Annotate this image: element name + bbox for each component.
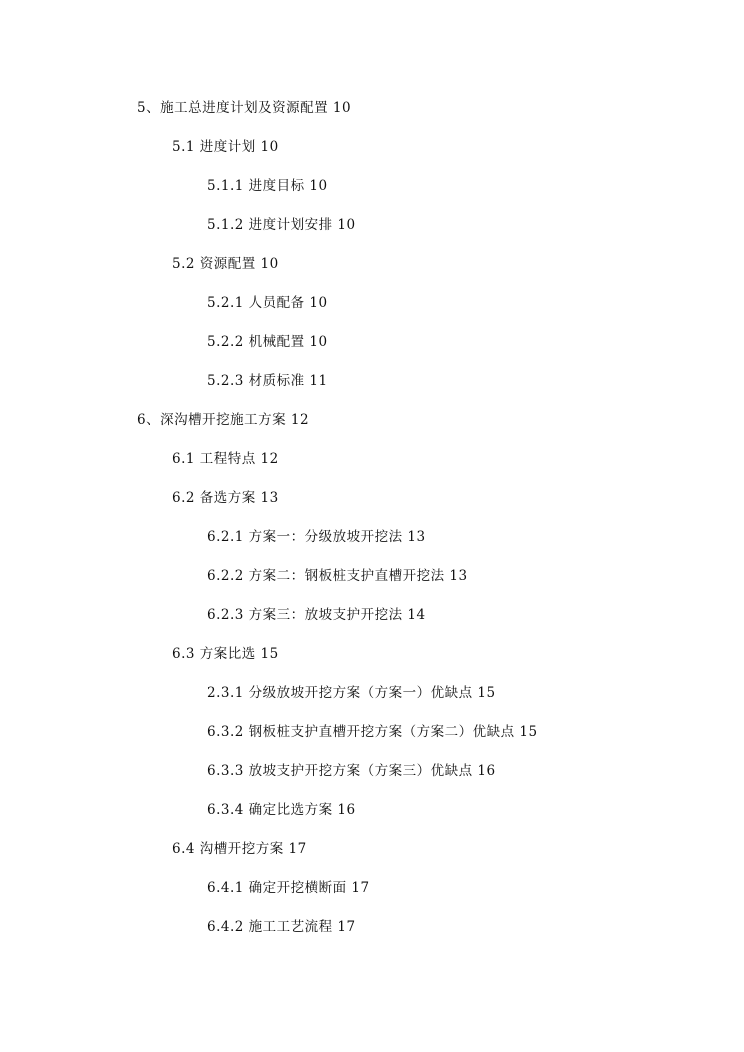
- toc-entry-6-4-1: 6.4.1 确定开挖横断面 17: [207, 880, 370, 896]
- toc-entry-5-2-3: 5.2.3 材质标准 11: [207, 373, 328, 389]
- toc-entry-6-4: 6.4 沟槽开挖方案 17: [172, 841, 307, 857]
- toc-entry-5-1-1: 5.1.1 进度目标 10: [207, 178, 328, 194]
- toc-entry-6-2-1: 6.2.1 方案一：分级放坡开挖法 13: [207, 529, 426, 545]
- toc-entry-6-3-2: 6.3.2 钢板桩支护直槽开挖方案（方案二）优缺点 15: [207, 724, 538, 740]
- toc-entry-2-3-1: 2.3.1 分级放坡开挖方案（方案一）优缺点 15: [207, 685, 496, 701]
- toc-entry-6: 6、深沟槽开挖施工方案 12: [137, 412, 310, 428]
- toc-entry-5-2-2: 5.2.2 机械配置 10: [207, 334, 328, 350]
- toc-entry-6-2: 6.2 备选方案 13: [172, 490, 279, 506]
- toc-entry-5-2: 5.2 资源配置 10: [172, 256, 279, 272]
- toc-entry-6-3-4: 6.3.4 确定比选方案 16: [207, 802, 356, 818]
- toc-entry-6-1: 6.1 工程特点 12: [172, 451, 279, 467]
- toc-entry-5-1: 5.1 进度计划 10: [172, 139, 279, 155]
- toc-entry-6-3-3: 6.3.3 放坡支护开挖方案（方案三）优缺点 16: [207, 763, 496, 779]
- toc-entry-5-1-2: 5.1.2 进度计划安排 10: [207, 217, 356, 233]
- toc-entry-6-2-3: 6.2.3 方案三：放坡支护开挖法 14: [207, 607, 426, 623]
- toc-entry-6-2-2: 6.2.2 方案二：钢板桩支护直槽开挖法 13: [207, 568, 468, 584]
- toc-entry-5-2-1: 5.2.1 人员配备 10: [207, 295, 328, 311]
- toc-entry-6-3: 6.3 方案比选 15: [172, 646, 279, 662]
- toc-entry-5: 5、施工总进度计划及资源配置 10: [137, 100, 352, 116]
- toc-entry-6-4-2: 6.4.2 施工工艺流程 17: [207, 919, 356, 935]
